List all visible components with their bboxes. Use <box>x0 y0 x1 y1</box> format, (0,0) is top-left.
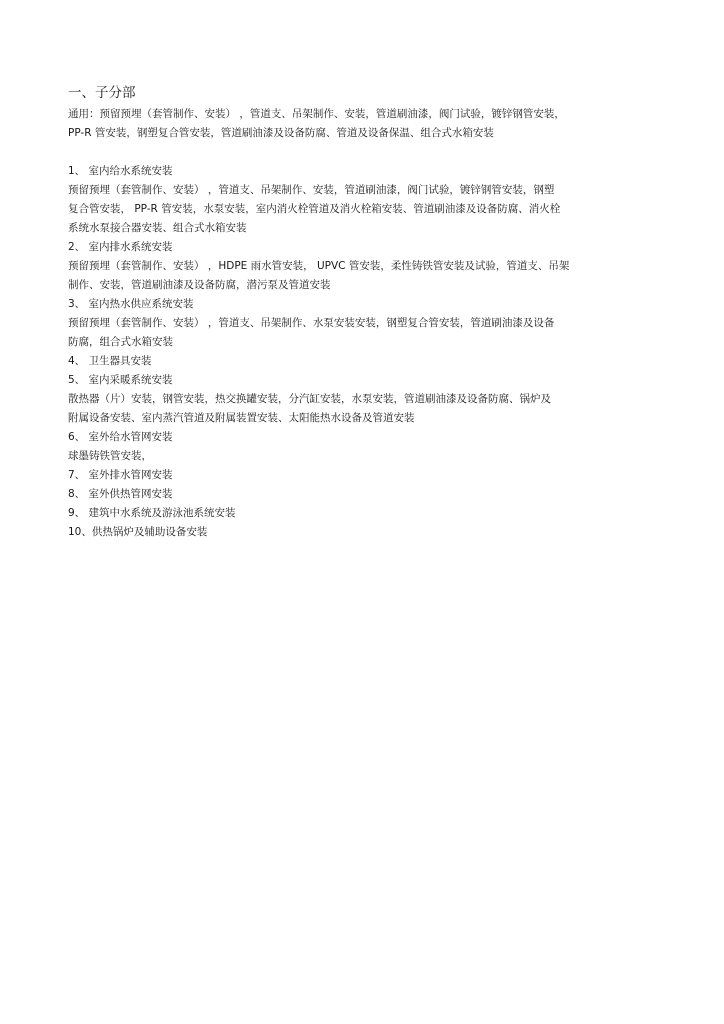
general-text-line-2: PP-R 管安装，钢塑复合管安装，管道刷油漆及设备防腐、管道及设备保温、组合式水箱安装 <box>68 127 494 139</box>
item-heading-6: 6、 室外给水管网安装 <box>68 431 173 443</box>
item-2-line-1: 预留预埋（套管制作、安装） ，HDPE 雨水管安装， UPVC 管安装，柔性铸铁管安装及试验，管道支、吊架 <box>68 260 570 272</box>
item-2-line-2: 制作、安装，管道刷油漆及设备防腐，潜污泵及管道安装 <box>68 279 331 291</box>
item-1-line-2: 复合管安装， PP-R 管安装，水泵安装，室内消火栓管道及消火栓箱安装、管道刷油漆及设备防腐、消火栓 <box>68 203 561 215</box>
section-title: 一、子分部 <box>68 85 136 101</box>
item-1-line-1: 预留预埋（套管制作、安装） ，管道支、吊架制作、安装，管道刷油漆，阀门试验，镀锌钢管安装，钢塑 <box>68 184 555 196</box>
item-1-line-3: 系统水泵接合器安装、组合式水箱安装 <box>68 222 247 234</box>
item-heading-10: 10、供热锅炉及辅助设备安装 <box>68 526 208 538</box>
item-heading-2: 2、 室内排水系统安装 <box>68 241 173 253</box>
item-5-line-2: 附属设备安装、室内蒸汽管道及附属装置安装、太阳能热水设备及管道安装 <box>68 412 415 424</box>
item-heading-4: 4、 卫生器具安装 <box>68 355 152 367</box>
document-page <box>68 84 688 542</box>
item-6-line-1: 球墨铸铁管安装， <box>68 450 152 462</box>
item-heading-7: 7、 室外排水管网安装 <box>68 469 173 481</box>
item-heading-8: 8、 室外供热管网安装 <box>68 488 173 500</box>
paragraph-spacer <box>68 143 688 162</box>
item-heading-1: 1、 室内给水系统安装 <box>68 165 173 177</box>
item-5-line-1: 散热器（片）安装，钢管安装，热交换罐安装，分汽缸安装，水泵安装，管道刷油漆及设备防腐、锅炉及 <box>68 393 551 405</box>
item-heading-5: 5、 室内采暖系统安装 <box>68 374 173 386</box>
item-heading-3: 3、 室内热水供应系统安装 <box>68 298 194 310</box>
item-3-line-2: 防腐，组合式水箱安装 <box>68 336 173 348</box>
general-text-line-1: 通用：预留预埋（套管制作、安装） ，管道支、吊架制作、安装，管道刷油漆，阀门试验，镀锌钢管安装， <box>68 108 565 120</box>
item-3-line-1: 预留预埋（套管制作、安装） ，管道支、吊架制作、水泵安装安装，钢塑复合管安装，管道刷油漆及设备 <box>68 317 555 329</box>
item-heading-9: 9、 建筑中水系统及游泳池系统安装 <box>68 507 236 519</box>
